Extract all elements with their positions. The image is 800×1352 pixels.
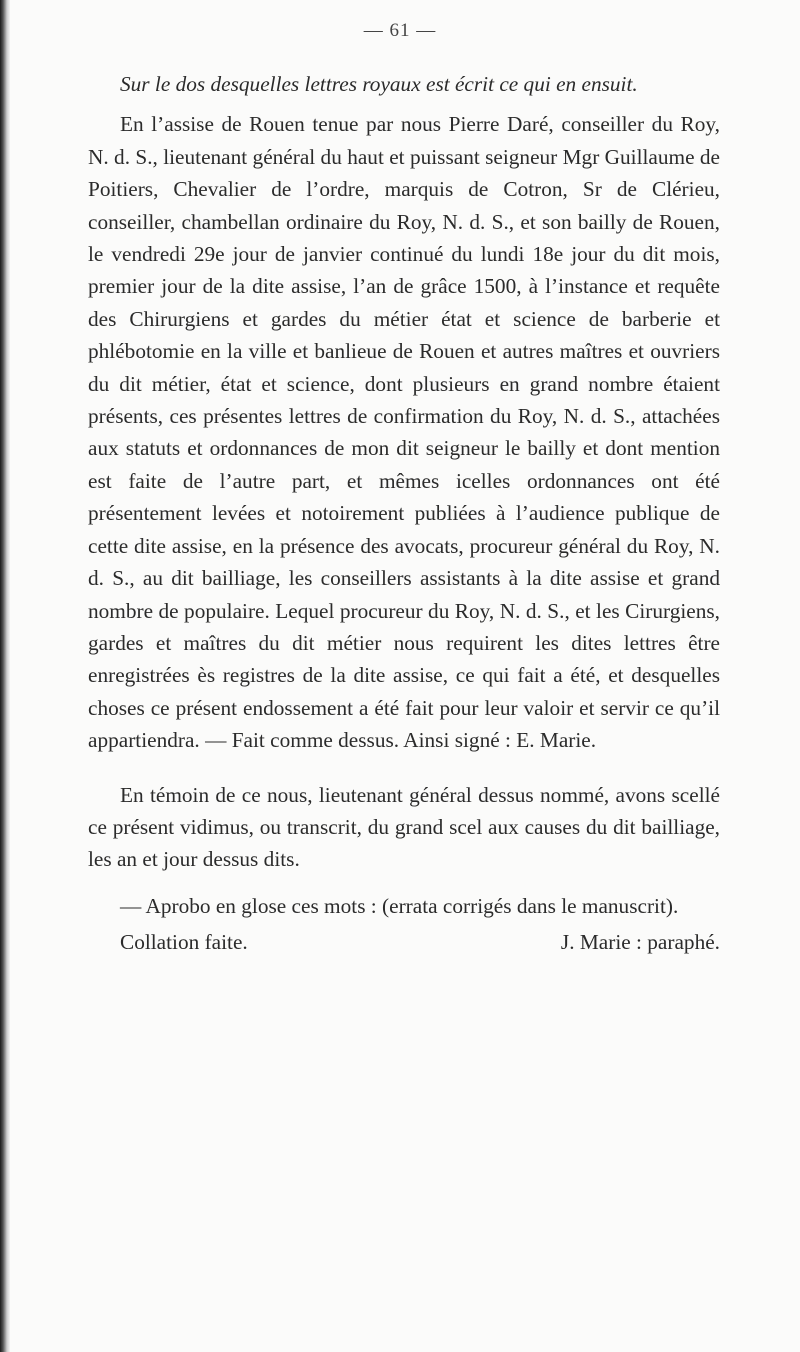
paragraph-assise: En l’assise de Rouen tenue par nous Pierre Daré, conseiller du Roy, N. d. S., lieutenant général du haut et puissant seigneur Mgr Guillaume de Poitiers, Chevalier de l’ordre, marquis de Cotron, Sr de Clérieu, conseiller, chambellan ordinaire du Roy, N. d. S., et son bailly de Rouen, le vendredi 29e jour de janvier continué du lundi 18e jour du dit mois, premier jour de la dite assise, l’an de grâce 1500, à l’instance et requête des Chirurgiens et gardes du métier état et science de barberie et phlébotomie en la ville et banlieue de Rouen et autres maîtres et ouvriers du dit métier, état et science, dont plusieurs en grand nombre étaient présents, ces présentes lettres de confirmation du Roy, N. d. S., attachées aux statuts et ordonnances de mon dit seigneur le bailly et dont mention est faite de l’autre part, et mêmes icelles ordonnances ont été présentement levées et notoirement publiées à l’audience publique de cette dite assise, en la présence des avocats, procureur général du Roy, N. d. S., au dit bailliage, les conseillers assistants à la dite assise et grand nombre de populaire. Lequel procureur du Roy, N. d. S., et les Cirurgiens, gardes et maîtres du dit métier nous requirent les dites lettres être enregistrées ès registres de la dite assise, ce qui fait a été, et desquelles choses ce présent endossement a été fait pour leur valoir et servir ce qu’il appartiendra. — Fait comme dessus. Ainsi signé : E. Marie. bbox=[88, 112, 720, 753]
closing-collation: Collation faite. bbox=[120, 930, 248, 955]
book-gutter-shadow bbox=[0, 0, 10, 1352]
closing-row bbox=[88, 926, 720, 958]
document-body bbox=[88, 68, 720, 959]
paragraph-temoin: En témoin de ce nous, lieutenant général dessus nommé, avons scellé ce présent vidimus, ou transcrit, du grand scel aux causes du dit bailliage, les an et jour dessus dits. bbox=[88, 782, 720, 872]
closing-signature: J. Marie : paraphé. bbox=[560, 930, 720, 955]
page-number: — 61 — bbox=[363, 20, 437, 41]
section-heading: Sur le dos desquelles lettres royaux est écrit ce qui en ensuit. bbox=[120, 72, 638, 96]
paragraph-aprobo: — Aprobo en glose ces mots : (errata corrigés dans le manuscrit). bbox=[120, 893, 679, 918]
